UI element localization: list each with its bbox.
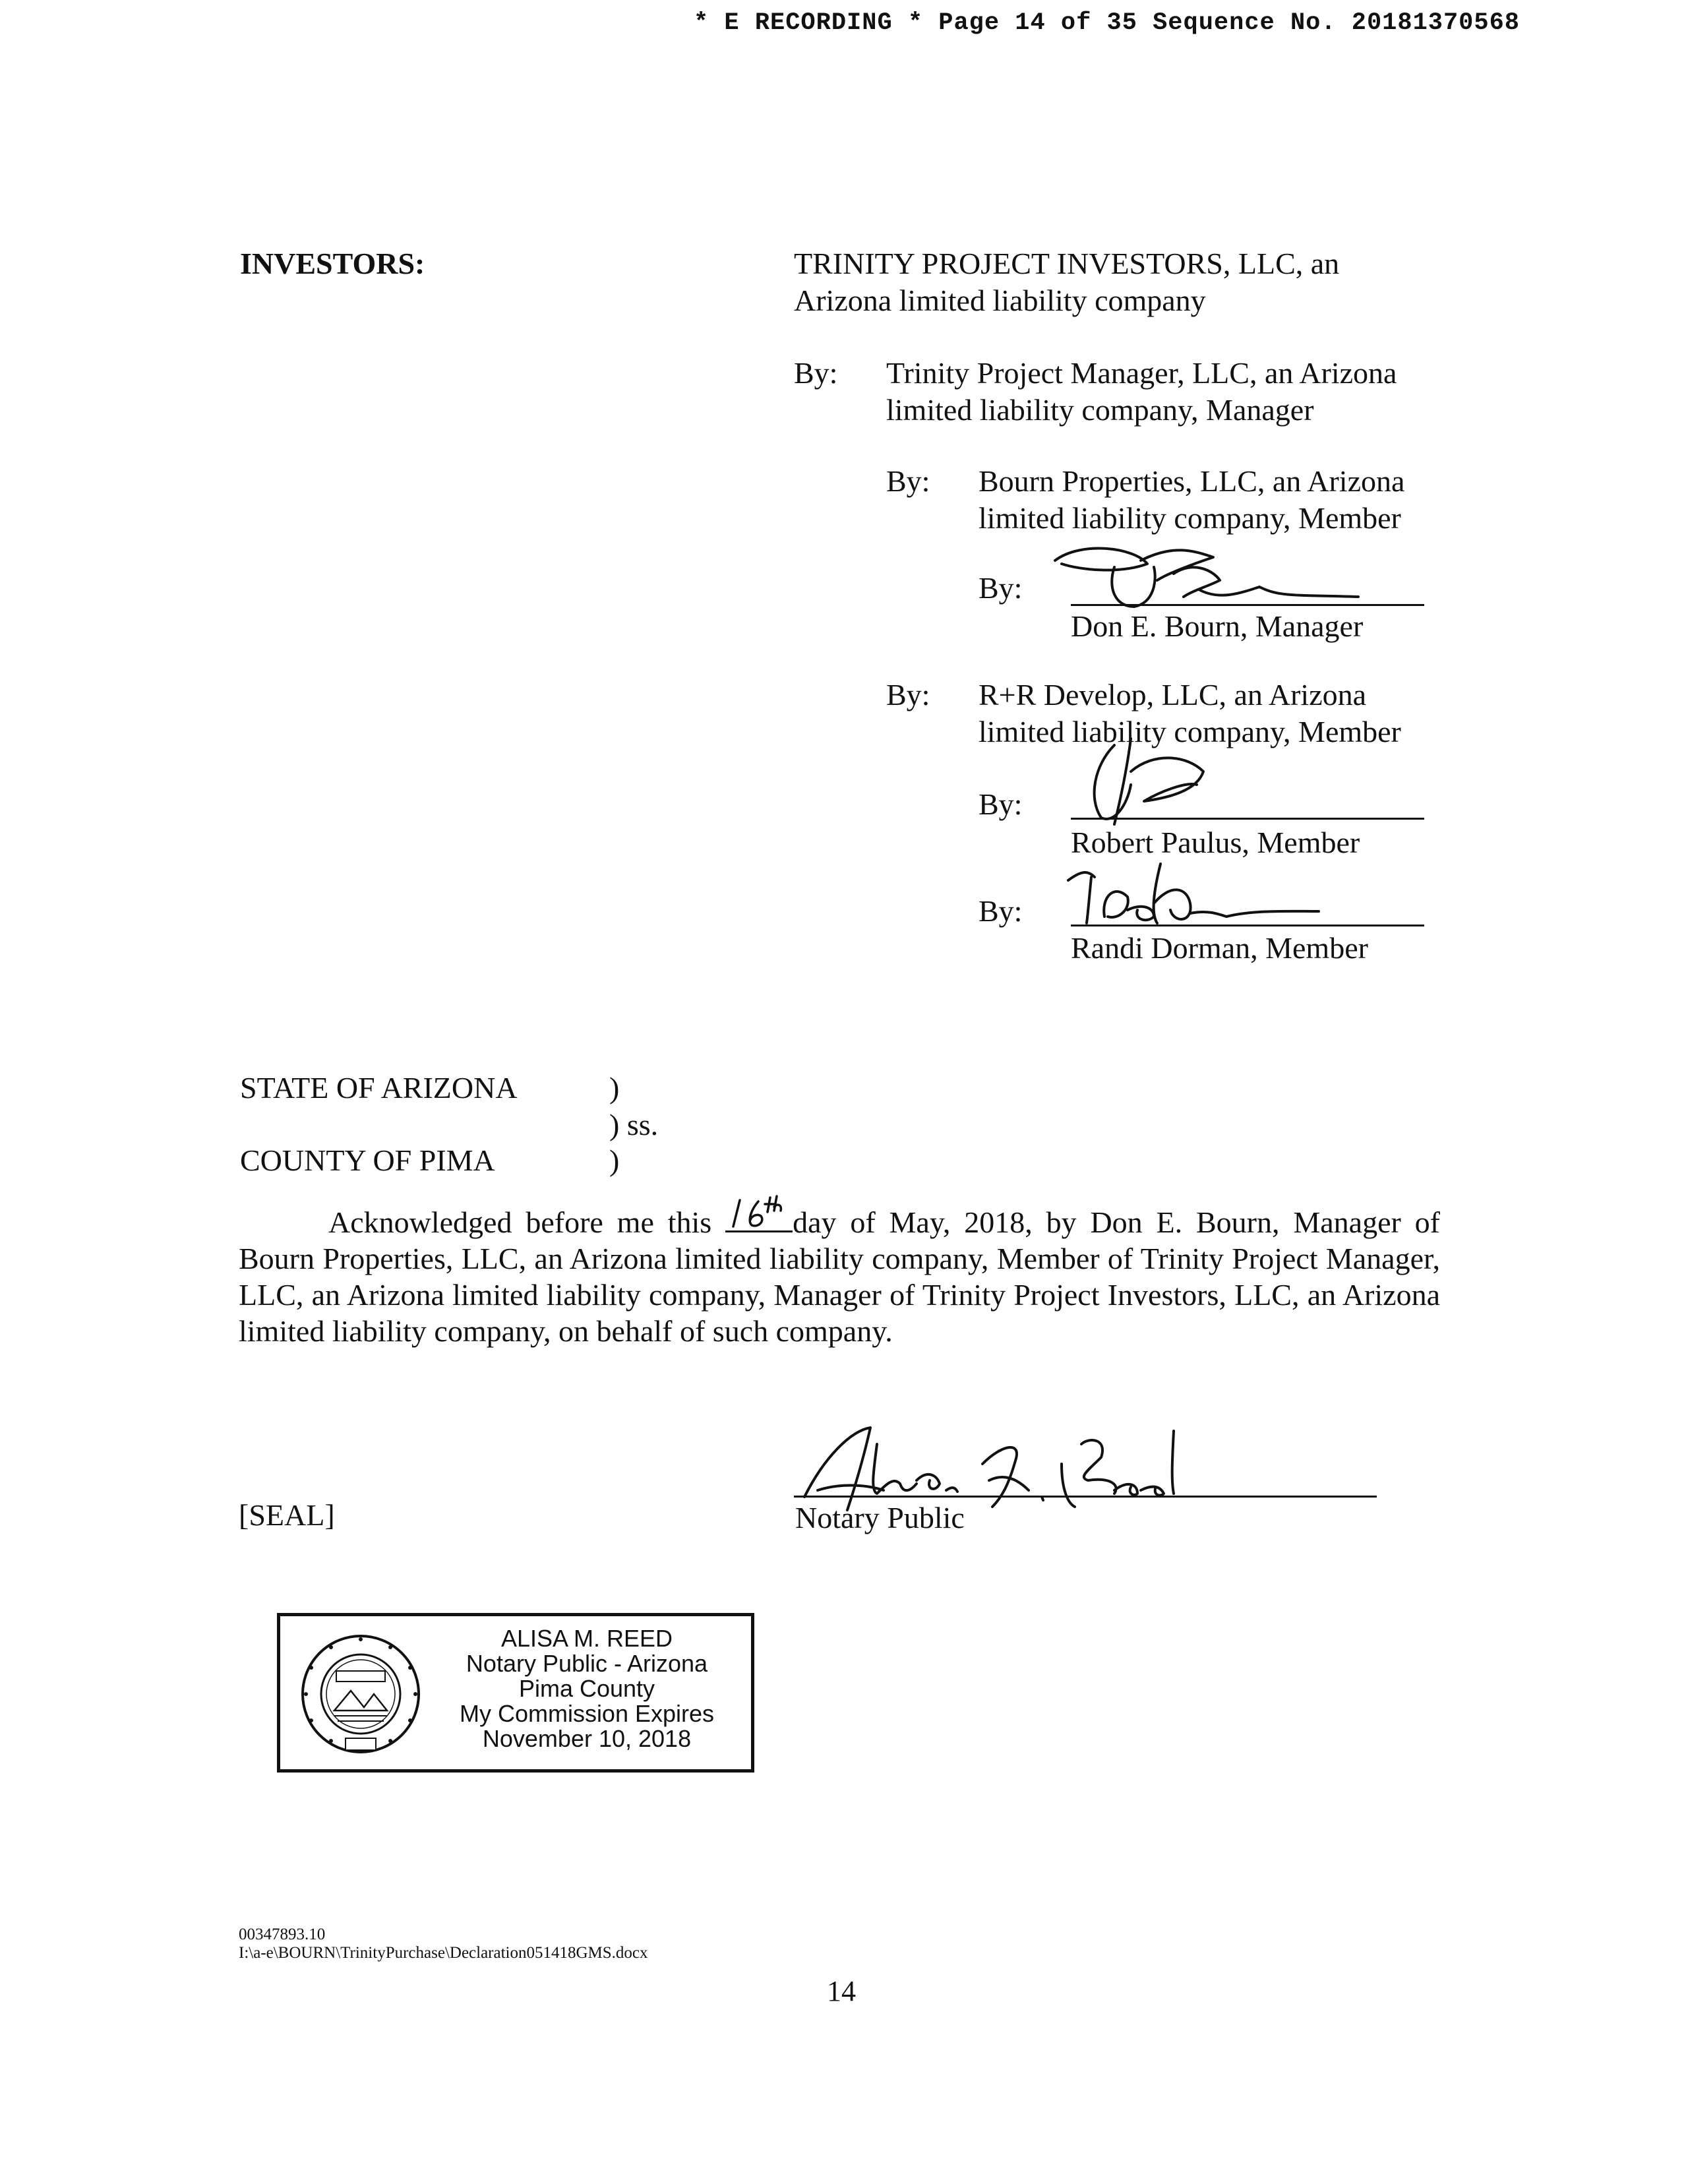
- by3-label: By:: [886, 678, 930, 712]
- dorman-signature: [1055, 851, 1398, 936]
- file-path: I:\a-e\BOURN\TrinityPurchase\Declaration051418GMS.docx: [239, 1944, 648, 1962]
- bourn-name: Don E. Bourn, Manager: [1071, 609, 1364, 643]
- venue-state: STATE OF ARIZONA: [240, 1071, 518, 1105]
- stamp-title: Notary Public - Arizona: [466, 1650, 708, 1677]
- by3-line2: limited liability company, Member: [979, 715, 1401, 748]
- by2-line2: limited liability company, Member: [979, 501, 1401, 535]
- dorman-name: Randi Dorman, Member: [1071, 931, 1368, 965]
- stamp-name: ALISA M. REED: [500, 1625, 673, 1652]
- stamp-text: [442, 1626, 732, 1751]
- bourn-by-label: By:: [979, 571, 1023, 605]
- paulus-signature: [1055, 725, 1292, 837]
- notary-stamp: [277, 1613, 753, 1771]
- dorman-by-label: By:: [979, 894, 1023, 928]
- venue-paren-1: ): [609, 1071, 620, 1105]
- acknowledgment-paragraph: [239, 1204, 1440, 1349]
- recording-header: * E RECORDING * Page 14 of 35 Sequence No. 20181370568: [694, 9, 1520, 37]
- by1-line2: limited liability company, Manager: [886, 393, 1314, 427]
- paulus-name: Robert Paulus, Member: [1071, 826, 1360, 859]
- day-blank: [725, 1204, 793, 1232]
- page-number: 14: [827, 1975, 856, 2007]
- investors-label: INVESTORS:: [240, 247, 425, 280]
- stamp-county: Pima County: [518, 1675, 655, 1702]
- seal-label: [SEAL]: [239, 1498, 335, 1532]
- venue-paren-2: ): [609, 1143, 620, 1177]
- venue-ss: ) ss.: [609, 1108, 659, 1141]
- by2-line1: Bourn Properties, LLC, an Arizona: [979, 464, 1405, 498]
- notary-public-label: Notary Public: [795, 1501, 965, 1534]
- ack-after-text: day of May, 2018, by Don E. Bourn, Manager of Bourn Properties, LLC, an Arizona limited liability company, Member of Trinity Project Manager, LLC, an Arizona limited liability company, Manager of Trinity Project Investors, LLC, an Arizona limited liability company, on behalf of such company.: [239, 1205, 1440, 1348]
- stamp-commission: My Commission Expires: [459, 1700, 715, 1727]
- notary-signature-line: [794, 1496, 1377, 1498]
- arizona-seal-icon: [298, 1631, 423, 1757]
- by2-label: By:: [886, 464, 930, 498]
- venue-county: COUNTY OF PIMA: [240, 1143, 495, 1177]
- entity-name-line2: Arizona limited liability company: [794, 284, 1206, 317]
- entity-name-line1: TRINITY PROJECT INVESTORS, LLC, an: [794, 247, 1340, 280]
- ack-before-text: Acknowledged before me this: [328, 1205, 712, 1239]
- stamp-date: November 10, 2018: [482, 1725, 692, 1752]
- doc-number: 00347893.10: [239, 1926, 326, 1943]
- by1-label: By:: [794, 356, 838, 390]
- handwritten-day: [725, 1192, 798, 1232]
- paulus-by-label: By:: [979, 787, 1023, 821]
- by3-line1: R+R Develop, LLC, an Arizona: [979, 678, 1367, 712]
- by1-line1: Trinity Project Manager, LLC, an Arizona: [886, 356, 1397, 390]
